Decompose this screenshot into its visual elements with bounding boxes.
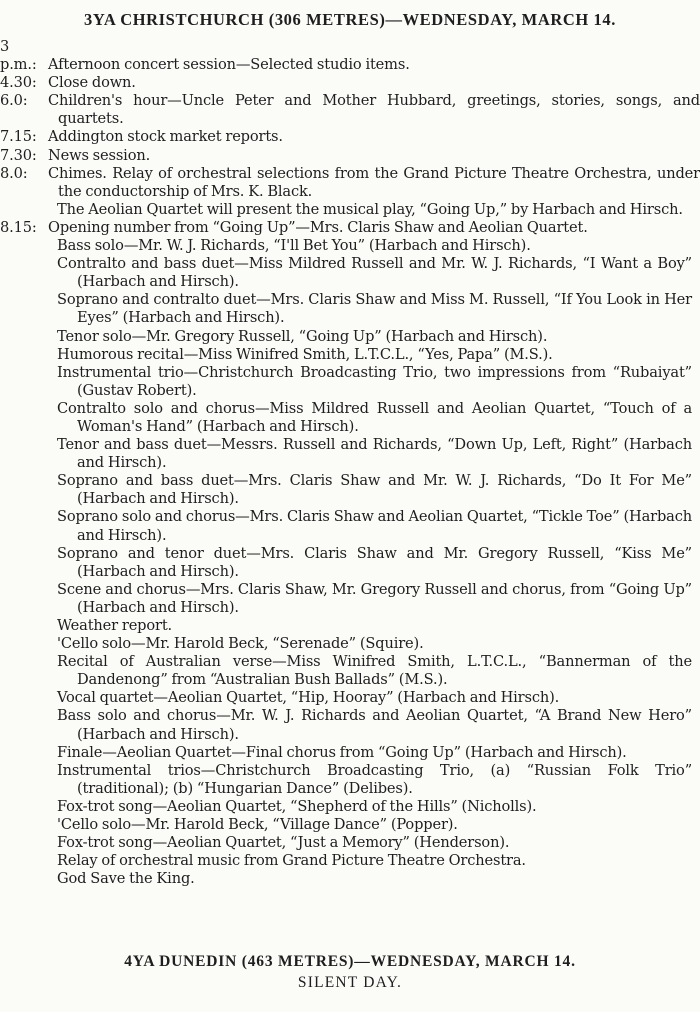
programme-entry xyxy=(0,92,700,128)
programme-item: Scene and chorus—Mrs. Claris Shaw, Mr. Gregory Russell and chorus, from “Going Up” (Harbach and Hirsch). xyxy=(57,580,692,616)
programme-entry xyxy=(0,219,700,237)
programme-entry xyxy=(0,38,700,74)
programme-item: Finale—Aeolian Quartet—Final chorus from “Going Up” (Harbach and Hirsch). xyxy=(57,743,627,761)
programme-item: Recital of Australian verse—Miss Winifred Smith, L.T.C.L., “Bannerman of the Dandenong” from “Australian Bush Ballads” (M.S.). xyxy=(57,653,692,689)
programme-entry xyxy=(0,147,700,165)
programme-item: Humorous recital—Miss Winifred Smith, L.T.C.L., “Yes, Papa” (M.S.). xyxy=(57,345,553,363)
entry-text: Close down. xyxy=(48,74,136,92)
programme-list-3ya xyxy=(0,38,700,888)
programme-item: Instrumental trios—Christchurch Broadcasting Trio, (a) “Russian Folk Trio” (traditional); (b) “Hungarian Dance” (Delibes). xyxy=(57,761,692,797)
entry-time: 6.0: xyxy=(0,92,28,110)
programme-item: God Save the King. xyxy=(57,870,195,888)
programme-item: 'Cello solo—Mr. Harold Beck, “Serenade” (Squire). xyxy=(57,635,424,653)
entry-text: Opening number from “Going Up”—Mrs. Claris Shaw and Aeolian Quartet. xyxy=(48,218,588,236)
programme-item: Contralto solo and chorus—Miss Mildred Russell and Aeolian Quartet, “Touch of a Woman's Hand” (Harbach and Hirsch). xyxy=(57,399,692,435)
programme-item: Tenor and bass duet—Messrs. Russell and Richards, “Down Up, Left, Right” (Harbach and Hirsch). xyxy=(57,436,692,472)
entry-time: 7.15: xyxy=(0,128,37,146)
programme-item: Instrumental trio—Christchurch Broadcasting Trio, two impressions from “Rubaiyat” (Gustav Robert). xyxy=(57,363,692,399)
programme-item: Fox-trot song—Aeolian Quartet, “Shepherd of the Hills” (Nicholls). xyxy=(57,797,537,815)
programme-item: Bass solo and chorus—Mr. W. J. Richards and Aeolian Quartet, “A Brand New Hero” (Harbach and Hirsch). xyxy=(57,707,692,743)
programme-item: Weather report. xyxy=(57,617,173,634)
entry-text: Addington stock market reports. xyxy=(48,128,283,146)
programme-item: Soprano and tenor duet—Mrs. Claris Shaw and Mr. Gregory Russell, “Kiss Me” (Harbach and Hirsch). xyxy=(57,544,692,580)
programme-item: Fox-trot song—Aeolian Quartet, “Just a Memory” (Henderson). xyxy=(57,834,510,852)
entry-time: 8.15: xyxy=(0,218,37,236)
station-heading-3ya: 3YA CHRISTCHURCH (306 METRES)—WEDNESDAY, MARCH 14. xyxy=(84,10,616,29)
programme-item: Soprano solo and chorus—Mrs. Claris Shaw and Aeolian Quartet, “Tickle Toe” (Harbach and Hirsch). xyxy=(57,508,692,544)
programme-item: Vocal quartet—Aeolian Quartet, “Hip, Hooray” (Harbach and Hirsch). xyxy=(57,689,560,707)
station-heading-4ya: 4YA DUNEDIN (463 METRES)—WEDNESDAY, MARCH 14. xyxy=(124,953,576,970)
programme-entry xyxy=(0,165,700,201)
entry-text: Chimes. Relay of orchestral selections from the Grand Picture Theatre Orchestra, under the conductorship of Mrs. K. Black. xyxy=(48,164,700,200)
silent-day-notice: SILENT DAY. xyxy=(297,974,403,991)
programme-entry xyxy=(0,128,700,146)
programme-note: The Aeolian Quartet will present the musical play, “Going Up,” by Harbach and Hirsch. xyxy=(57,200,683,218)
entry-time: 4.30: xyxy=(0,74,37,92)
entry-text: Afternoon concert session—Selected studio items. xyxy=(48,56,410,74)
programme-entry xyxy=(0,74,700,92)
entry-time: 8.0: xyxy=(0,164,28,182)
entry-text: Children's hour—Uncle Peter and Mother Hubbard, greetings, stories, songs, and quartets. xyxy=(48,92,700,128)
programme-item: Soprano and contralto duet—Mrs. Claris Shaw and Miss M. Russell, “If You Look in Her Eyes” (Harbach and Hirsch). xyxy=(57,291,692,327)
programme-item: 'Cello solo—Mr. Harold Beck, “Village Dance” (Popper). xyxy=(57,816,458,834)
programme-item: Tenor solo—Mr. Gregory Russell, “Going Up” (Harbach and Hirsch). xyxy=(57,327,548,345)
programme-item: Relay of orchestral music from Grand Picture Theatre Orchestra. xyxy=(57,852,526,870)
programme-item: Bass solo—Mr. W. J. Richards, “I'll Bet You” (Harbach and Hirsch). xyxy=(57,237,531,255)
entry-text: News session. xyxy=(48,146,151,164)
entry-time: 3 p.m.: xyxy=(0,38,37,74)
entry-time: 7.30: xyxy=(0,146,37,164)
programme-item: Contralto and bass duet—Miss Mildred Russell and Mr. W. J. Richards, “I Want a Boy” (Harbach and Hirsch). xyxy=(57,255,692,291)
programme-item: Soprano and bass duet—Mrs. Claris Shaw and Mr. W. J. Richards, “Do It For Me” (Harbach and Hirsch). xyxy=(57,472,692,508)
